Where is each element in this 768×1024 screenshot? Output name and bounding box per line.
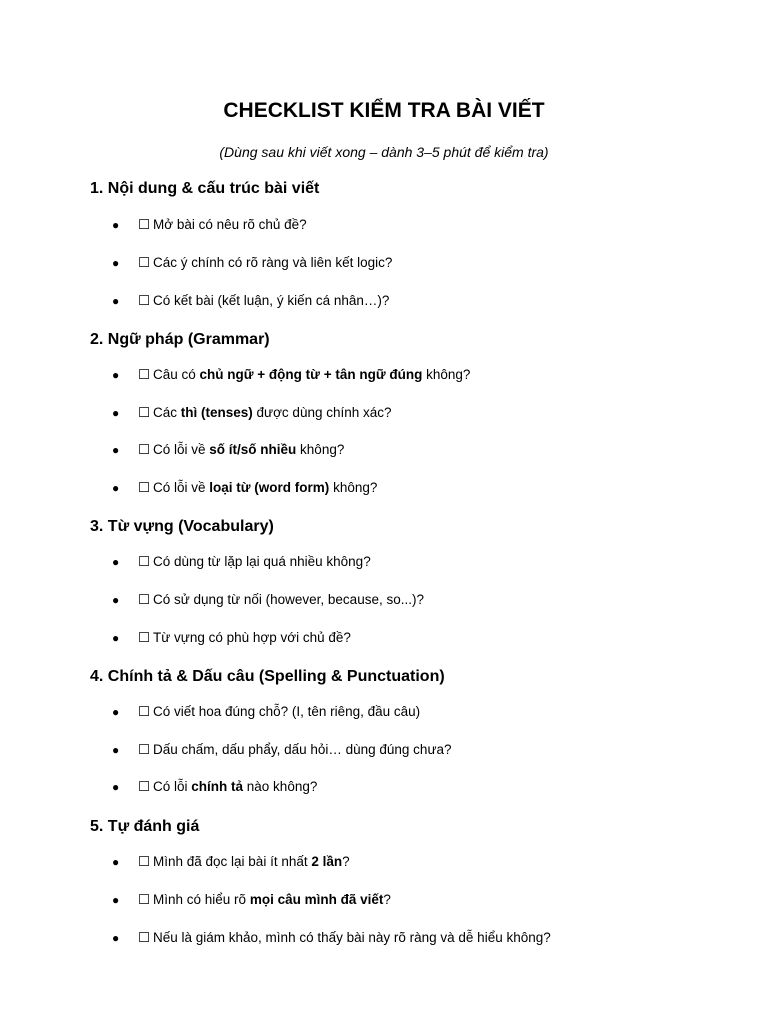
checkbox-icon[interactable]: ☐ [138,742,151,757]
checkbox-icon[interactable]: ☐ [138,405,151,420]
checklist-item [112,216,307,234]
checklist-item [112,254,392,272]
bullet-icon: ● [112,705,120,719]
item-text: không? [329,480,378,495]
item-text-bold: chủ ngữ + động từ + tân ngữ đúng [199,367,423,382]
bullet-icon: ● [112,481,120,495]
bullet-icon: ● [112,855,120,869]
item-text: không? [422,367,471,382]
item-text: Từ vựng có phù hợp với chủ đề? [153,630,351,645]
checklist-item [112,479,377,497]
checkbox-icon[interactable]: ☐ [138,779,151,794]
checklist-item [112,292,389,310]
bullet-icon: ● [112,555,120,569]
checkbox-icon[interactable]: ☐ [138,630,151,645]
section-heading: 5. Tự đánh giá [90,818,200,835]
checkbox-icon[interactable]: ☐ [138,293,151,308]
checklist-item [112,441,344,459]
item-text: ? [383,892,391,907]
page-subtitle: (Dùng sau khi viết xong – dành 3–5 phút để kiểm tra) [219,144,549,160]
item-text: không? [296,442,345,457]
item-text: Có viết hoa đúng chỗ? (I, tên riêng, đầu câu) [153,704,421,719]
item-text: Có lỗi về [153,442,210,457]
item-text: Các [153,405,181,420]
item-text: Câu có [153,367,200,382]
item-text: Có sử dụng từ nối (however, because, so...)? [153,592,424,607]
checklist-item [112,778,317,796]
item-text: Có dùng từ lặp lại quá nhiều không? [153,554,371,569]
item-text-bold: mọi câu mình đã viết [249,892,384,907]
item-text: ? [342,854,350,869]
item-text-bold: chính tả [191,779,244,794]
item-text-bold: 2 lần [311,854,343,869]
bullet-icon: ● [112,631,120,645]
checklist-item [112,703,420,721]
item-text: được dùng chính xác? [252,405,392,420]
bullet-icon: ● [112,780,120,794]
checkbox-icon[interactable]: ☐ [138,367,151,382]
item-text: Các ý chính có rõ ràng và liên kết logic? [153,255,393,270]
section-heading: 2. Ngữ pháp (Grammar) [90,331,270,348]
item-text: Nếu là giám khảo, mình có thấy bài này rõ ràng và dễ hiểu không? [153,930,551,945]
checkbox-icon[interactable]: ☐ [138,554,151,569]
checkbox-icon[interactable]: ☐ [138,704,151,719]
item-text: Mình đã đọc lại bài ít nhất [153,854,312,869]
item-text-bold: thì (tenses) [180,405,253,420]
checklist-item [112,853,350,871]
checklist-item [112,629,351,647]
section-heading: 4. Chính tả & Dấu câu (Spelling & Punctuation) [90,668,445,685]
bullet-icon: ● [112,294,120,308]
checklist-item [112,404,392,422]
bullet-icon: ● [112,931,120,945]
checkbox-icon[interactable]: ☐ [138,930,151,945]
bullet-icon: ● [112,893,120,907]
checkbox-icon[interactable]: ☐ [138,592,151,607]
item-text-bold: loại từ (word form) [209,480,330,495]
bullet-icon: ● [112,406,120,420]
checklist-item [112,553,371,571]
checklist-item [112,591,424,609]
checklist-item [112,929,551,947]
bullet-icon: ● [112,256,120,270]
page-title: CHECKLIST KIỂM TRA BÀI VIẾT [223,99,545,122]
checklist-item [112,891,391,909]
checklist-item [112,741,452,759]
checkbox-icon[interactable]: ☐ [138,255,151,270]
item-text: Có lỗi [153,779,192,794]
bullet-icon: ● [112,218,120,232]
checkbox-icon[interactable]: ☐ [138,892,151,907]
item-text: Có kết bài (kết luận, ý kiến cá nhân…)? [153,293,390,308]
item-text: Dấu chấm, dấu phẩy, dấu hỏi… dùng đúng chưa? [153,742,452,757]
bullet-icon: ● [112,443,120,457]
section-heading: 3. Từ vựng (Vocabulary) [90,518,274,535]
checkbox-icon[interactable]: ☐ [138,442,151,457]
item-text: Mở bài có nêu rõ chủ đề? [153,217,307,232]
item-text: Mình có hiểu rõ [153,892,250,907]
checkbox-icon[interactable]: ☐ [138,854,151,869]
item-text-bold: số ít/số nhiều [209,442,297,457]
checkbox-icon[interactable]: ☐ [138,217,151,232]
checkbox-icon[interactable]: ☐ [138,480,151,495]
bullet-icon: ● [112,368,120,382]
item-text: Có lỗi về [153,480,210,495]
checklist-item [112,366,470,384]
section-heading: 1. Nội dung & cấu trúc bài viết [90,180,320,197]
bullet-icon: ● [112,743,120,757]
item-text: nào không? [243,779,318,794]
bullet-icon: ● [112,593,120,607]
